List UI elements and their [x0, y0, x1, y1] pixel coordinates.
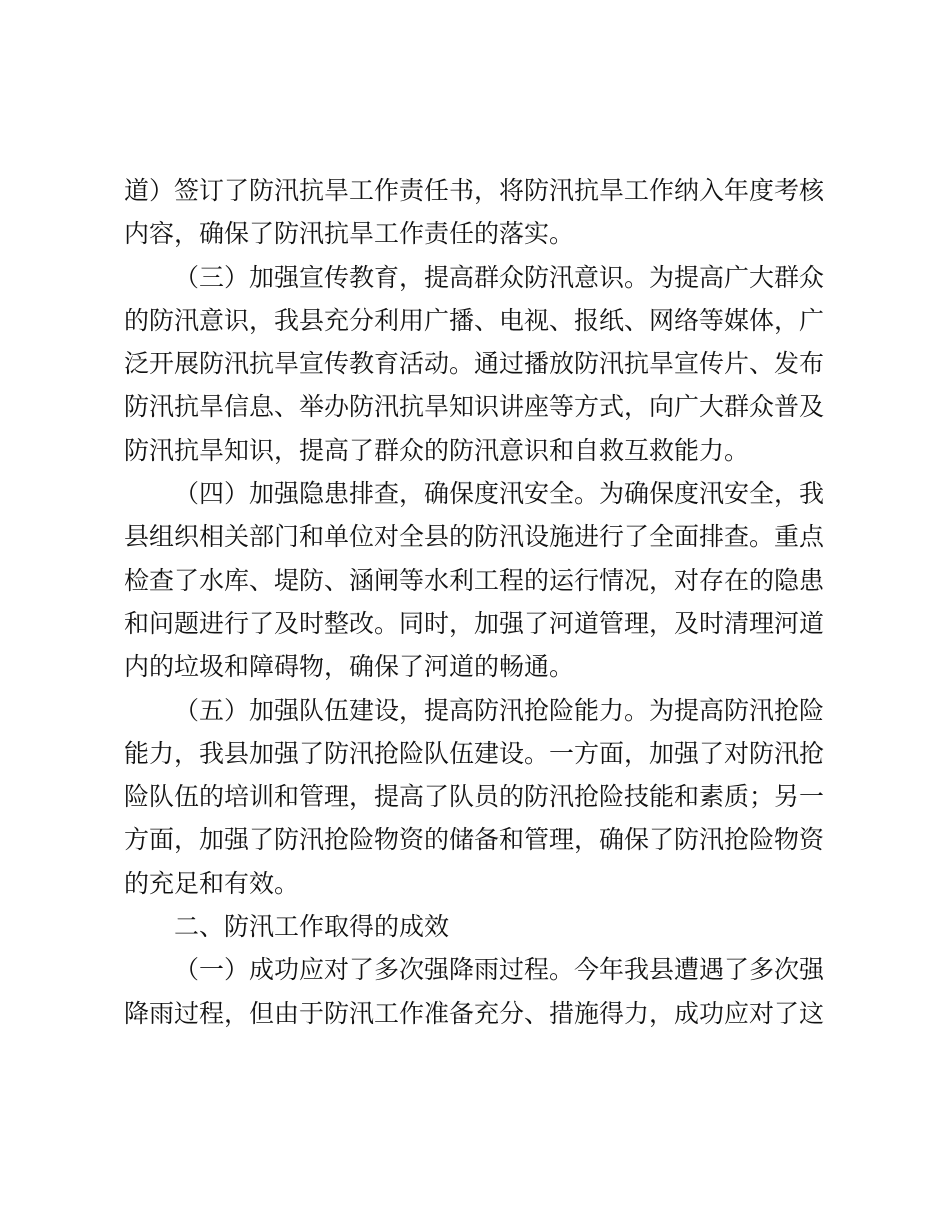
paragraph-continuation: 道）签订了防汛抗旱工作责任书，将防汛抗旱工作纳入年度考核内容，确保了防汛抗旱工作责任的落实。 [124, 176, 825, 249]
paragraph-section-3: （三）加强宣传教育，提高群众防汛意识。为提高广大群众的防汛意识，我县充分利用广播、电视、报纸、网络等媒体，广泛开展防汛抗旱宣传教育活动。通过播放防汛抗旱宣传片、发布防汛抗旱信息、举办防汛抗旱知识讲座等方式，向广大群众普及防汛抗旱知识，提高了群众的防汛意识和自救互救能力。 [124, 262, 825, 465]
paragraph-section-4: （四）加强隐患排查，确保度汛安全。为确保度汛安全，我县组织相关部门和单位对全县的防汛设施进行了全面排查。重点检查了水库、堤防、涵闸等水利工程的运行情况，对存在的隐患和问题进行了及时整改。同时，加强了河道管理，及时清理河道内的垃圾和障碍物，确保了河道的畅通。 [124, 479, 825, 682]
body-text [124, 169, 824, 1035]
section-heading-2: 二、防汛工作取得的成效 [174, 912, 450, 942]
paragraph-section-5: （五）加强队伍建设，提高防汛抢险能力。为提高防汛抢险能力，我县加强了防汛抢险队伍建设。一方面，加强了对防汛抢险队伍的培训和管理，提高了队员的防汛抢险技能和素质；另一方面，加强了防汛抢险物资的储备和管理，确保了防汛抢险物资的充足和有效。 [124, 695, 825, 898]
paragraph-achievement-1: （一）成功应对了多次强降雨过程。今年我县遭遇了多次强降雨过程，但由于防汛工作准备充分、措施得力，成功应对了这 [124, 955, 825, 1028]
